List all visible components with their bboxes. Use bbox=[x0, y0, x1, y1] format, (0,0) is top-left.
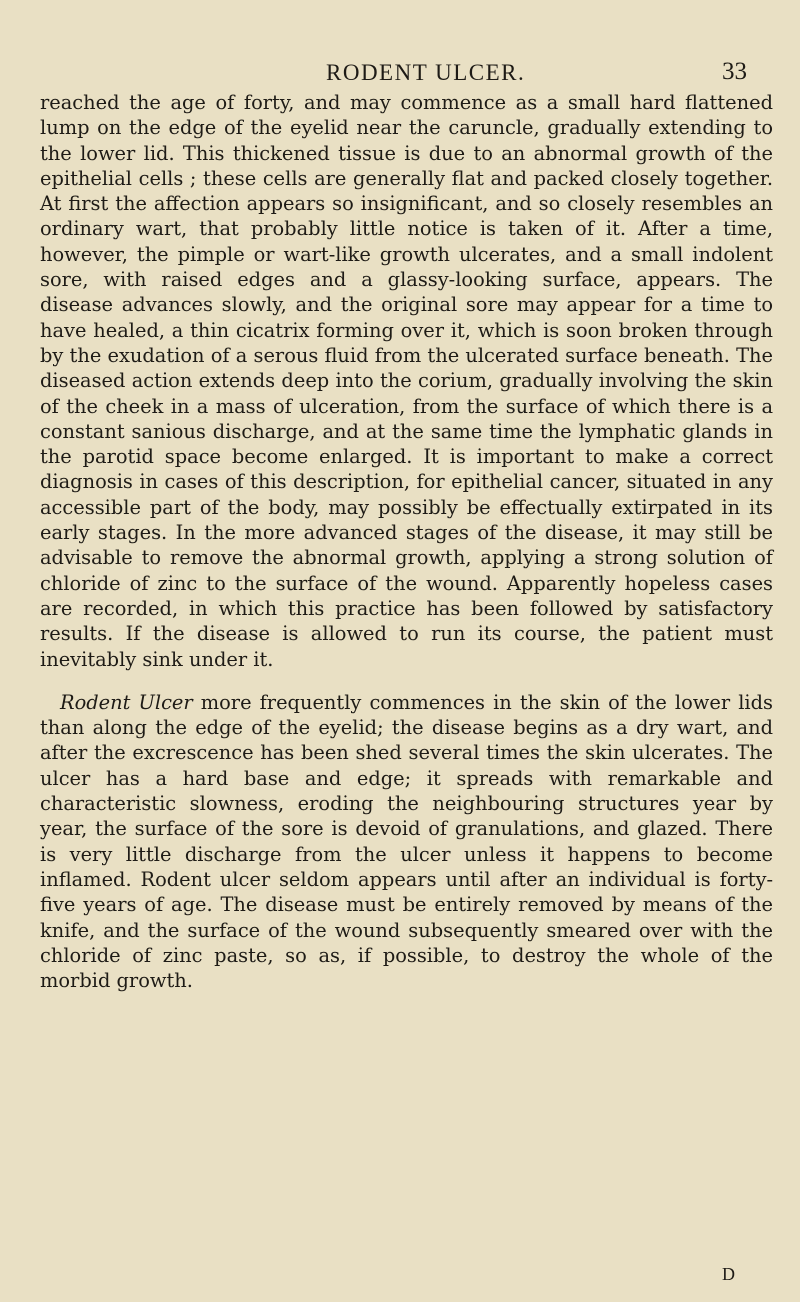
paragraph-rodent-ulcer bbox=[40, 690, 773, 994]
running-head bbox=[0, 60, 800, 90]
paragraph-rodent-ulcer-text: more frequently commences in the skin of the lower lids than along the edge of the eyelid; the disease begins as a dry wart, and after the excrescence has been shed several times the skin ulcerates. The ulcer has a hard base and edge; it spreads with remarkable and characteristic slowness, eroding the neighbouring structures year by year, the surface of the sore is devoid of granulations, and glazed. There is very little discharge from the ulcer unless it happens to become inflamed. Rodent ulcer seldom appears until after an individual is forty-five years of age. The disease must be entirely removed by means of the knife, and the surface of the wound subsequently smeared over with the chloride of zinc paste, so as, if possible, to destroy the whole of the morbid growth. bbox=[40, 690, 773, 993]
run-in-heading: Rodent Ulcer bbox=[60, 690, 193, 714]
body-text bbox=[40, 90, 773, 993]
running-title: RODENT ULCER. bbox=[326, 60, 526, 85]
page-number: 33 bbox=[722, 58, 747, 85]
paragraph-continuation: reached the age of forty, and may commence as a small hard flattened lump on the edge of the eyelid near the caruncle, gradually extending to the lower lid. This thickened tissue is due to an abnormal growth of the epithelial cells ; these cells are generally flat and packed closely together. At first the affection appears so insignificant, and so closely resembles an ordinary wart, that probably little notice is taken of it. After a time, however, the pimple or wart-like growth ulcerates, and a small indolent sore, with raised edges and a glassy-looking surface, appears. The disease advances slowly, and the original sore may appear for a time to have healed, a thin cicatrix forming over it, which is soon broken through by the exudation of a serous fluid from the ulcerated surface beneath. The diseased action extends deep into the corium, gradually involving the skin of the cheek in a mass of ulceration, from the surface of which there is a constant sanious discharge, and at the same time the lymphatic glands in the parotid space become enlarged. It is important to make a correct diagnosis in cases of this description, for epithelial cancer, situated in any accessible part of the body, may possibly be effectually extirpated in its early stages. In the more advanced stages of the disease, it may still be advisable to remove the abnormal growth, applying a strong solution of chloride of zinc to the surface of the wound. Apparently hopeless cases are recorded, in which this practice has been followed by satisfactory results. If the disease is allowed to run its course, the patient must inevitably sink under it. bbox=[40, 91, 773, 671]
signature-mark: D bbox=[722, 1264, 735, 1284]
